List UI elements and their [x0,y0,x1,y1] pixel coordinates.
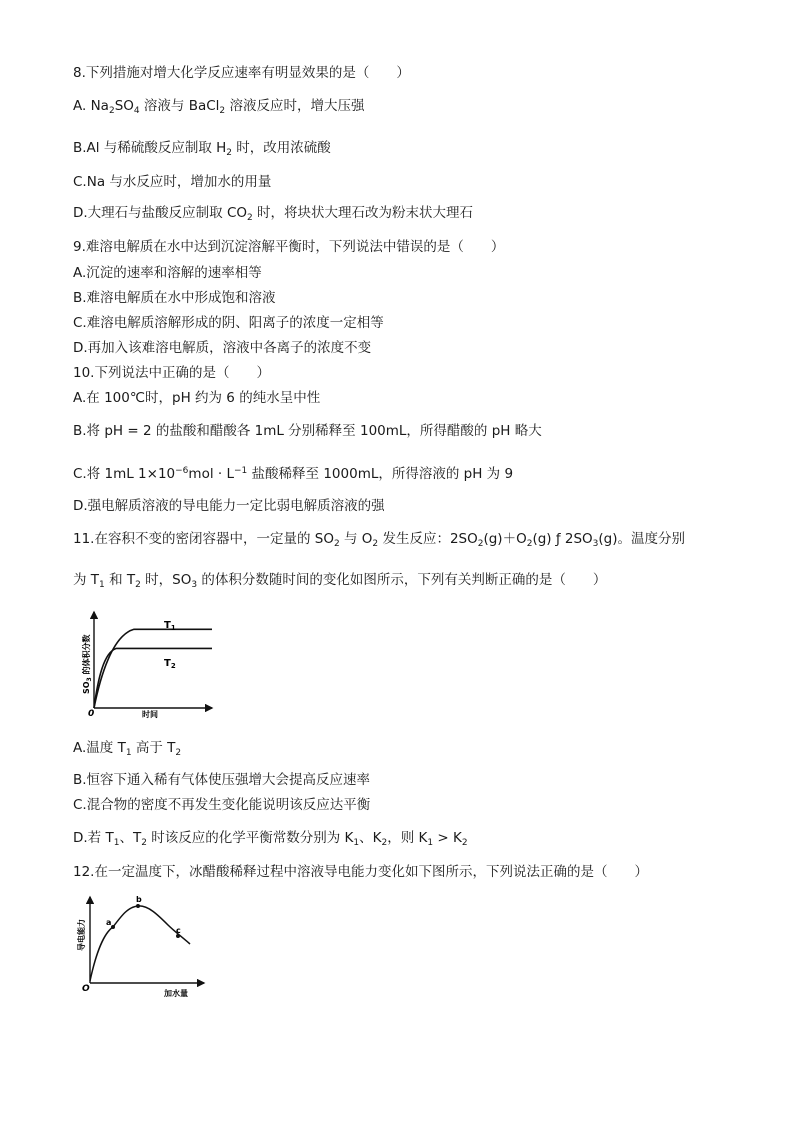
q8-option-c: C.Na 与水反应时，增加水的用量 [73,174,272,190]
q12-point-b [136,904,140,908]
q12-y-label: 导电能力 [77,919,86,951]
q8-option-a: A. $Na_2SO_4$ 溶液与 BaCl$_2$ 溶液反应时，增大压强 [73,98,365,116]
q12-curve [90,906,190,981]
q8-option-b: B.Al 与稀硫酸反应制取 $H_2$ 时，改用浓硫酸 [73,140,331,158]
q8-option-d: D.大理石与盐酸反应制取 $CO_2$ 时，将块状大理石改为粉末状大理石 [73,205,474,223]
q11-option-d: D.若 $T_1$、$T_2$ 时该反应的化学平衡常数分别为 $K_1$、$K_2$，则 $K_1 > K_2$ [73,830,468,848]
q12-label-c: c [176,926,181,935]
q11-stem-line1: 11.在容积不变的密闭容器中，一定量的 $SO_2$ 与 $O_2$ 发生反应：$2SO_2(g)+O_2(g)$ ƒ $2SO_3(g)$。温度分别 [73,531,686,549]
q11-origin-label: 0 [88,709,95,719]
q9-option-d: D.再加入该难溶电解质，溶液中各离子的浓度不变 [73,340,372,356]
q12-origin-label: O [82,984,90,994]
q10-option-d: D.强电解质溶液的导电能力一定比弱电解质溶液的强 [73,498,385,514]
q11-label-t1: $T_1$ [164,620,176,632]
q9-stem: 9.难溶电解质在水中达到沉淀溶解平衡时，下列说法中错误的是（ ） [73,239,505,255]
q11-curve-t1 [94,629,212,708]
q12-label-b: b [136,895,142,904]
q9-option-c: C.难溶电解质溶解形成的阴、阳离子的浓度一定相等 [73,315,384,331]
q12-label-a: a [106,918,112,927]
q11-x-label: 时间 [142,710,158,719]
q11-option-b: B.恒容下通入稀有气体使压强增大会提高反应速率 [73,772,371,788]
q11-curve-t2 [94,648,212,708]
q12-point-a [111,925,115,929]
q11-stem-line2: 为 $T_1$ 和 $T_2$ 时，$SO_3$ 的体积分数随时间的变化如图所示，下列有关判断正确的是（ ） [73,572,607,590]
q11-label-t2: $T_2$ [164,658,176,670]
q11-option-a: A.温度 $T_1$ 高于 $T_2$ [73,740,182,758]
q8-stem: 8.下列措施对增大化学反应速率有明显效果的是（ ） [73,65,410,81]
q11-option-c: C.混合物的密度不再发生变化能说明该反应达平衡 [73,797,371,813]
q10-option-b: B.将 pH = 2 的盐酸和醋酸各 1mL 分别稀释至 100mL，所得醋酸的 pH 略大 [73,423,542,439]
q11-y-label: $SO_3$ 的体积分数 [82,634,93,694]
q12-stem: 12.在一定温度下，冰醋酸稀释过程中溶液导电能力变化如下图所示，下列说法正确的是（ ） [73,864,648,880]
q10-option-a: A.在 100℃时，pH 约为 6 的纯水呈中性 [73,390,321,406]
q10-option-c: C.将 1mL $1\times 10^{-6}mol \cdot L^{-1}$ 盐酸稀释至 1000mL，所得溶液的 pH 为 9 [73,466,514,482]
q9-option-b: B.难溶电解质在水中形成饱和溶液 [73,290,276,306]
q12-x-label: 加水量 [164,989,188,998]
q11-figure [72,608,222,720]
q9-option-a: A.沉淀的速率和溶解的速率相等 [73,265,262,281]
q10-stem: 10.下列说法中正确的是（ ） [73,365,270,381]
q12-figure [72,893,212,1003]
